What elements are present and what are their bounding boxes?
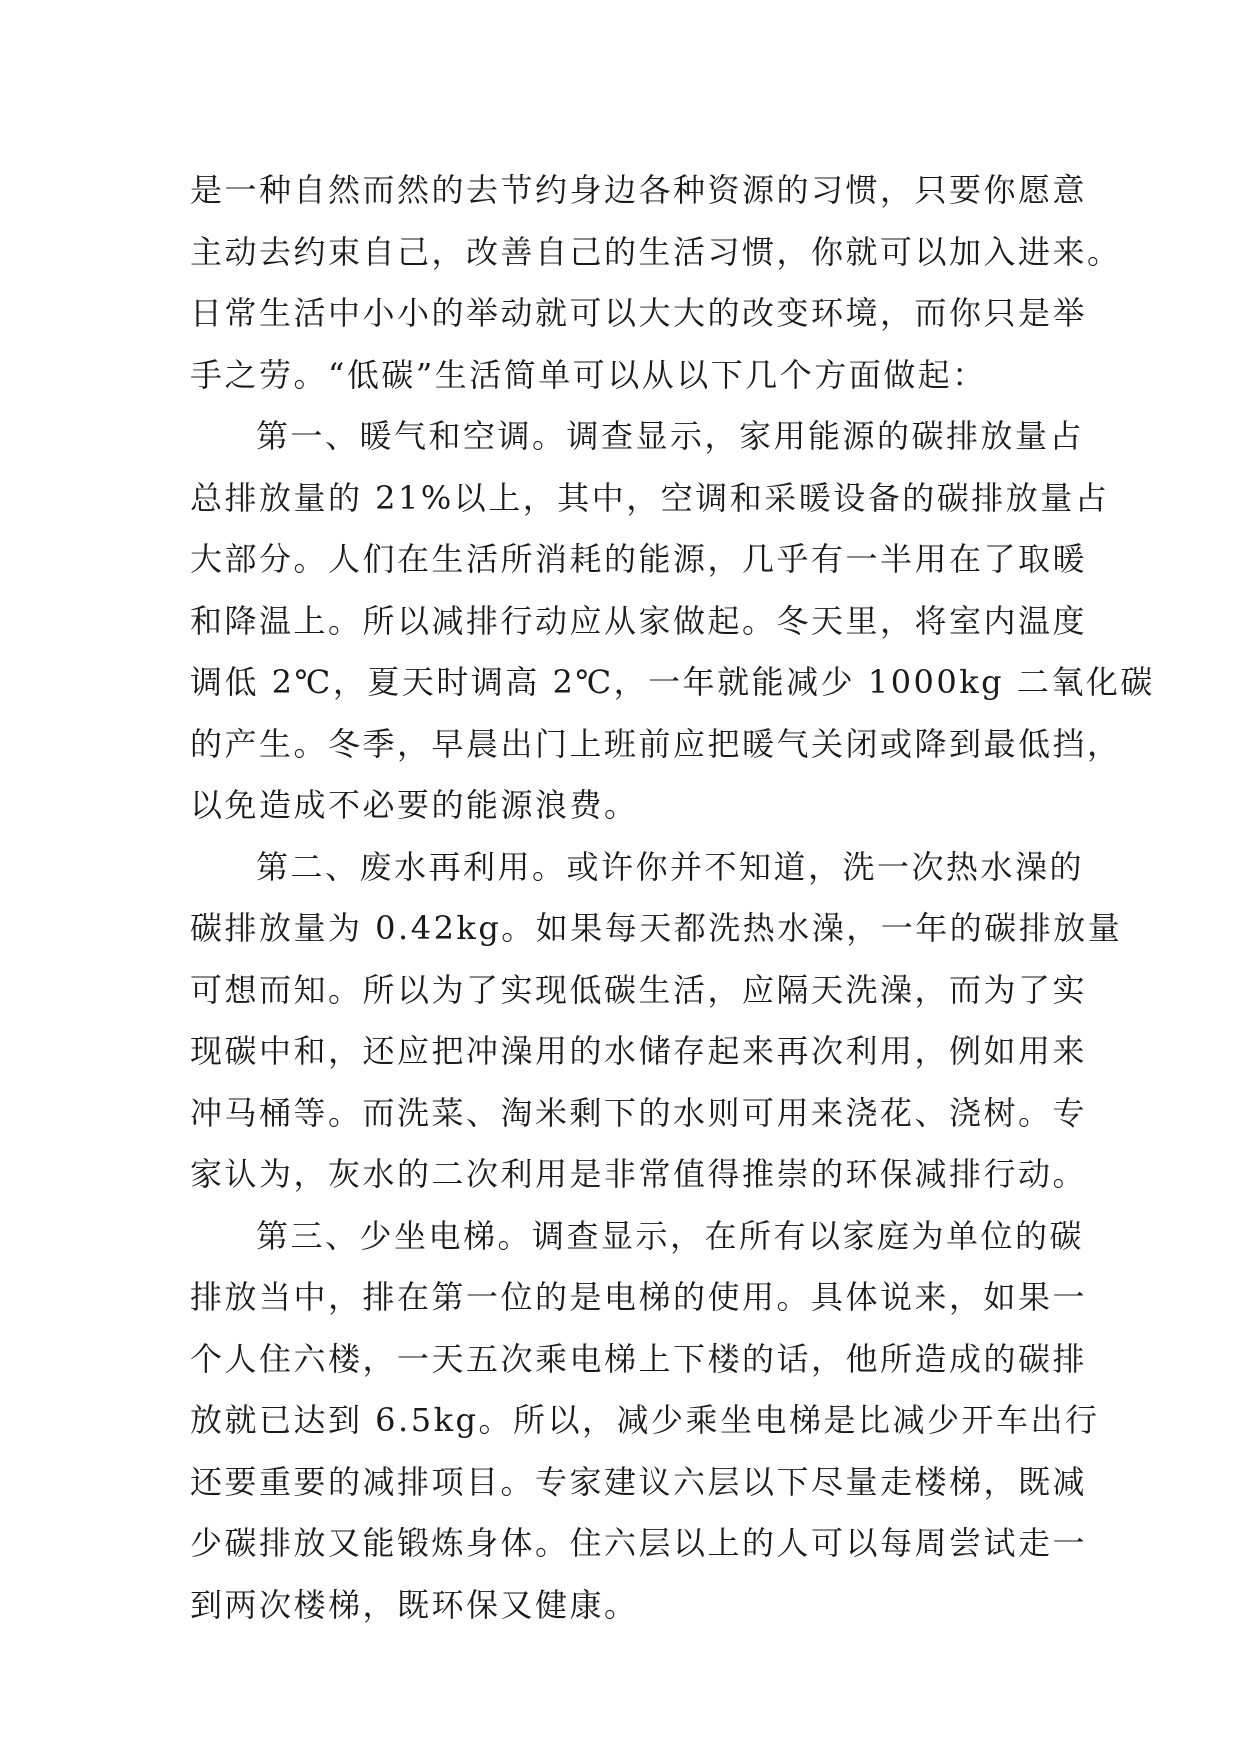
paragraph-start-line: 第三、少坐电梯。调查显示，在所有以家庭为单位的碳: [256, 1216, 1085, 1255]
text-line: 调低 2℃，夏天时调高 2℃，一年就能减少 1000kg 二氧化碳: [190, 663, 1155, 701]
body-text: [190, 160, 1155, 1636]
text-line: 是一种自然而然的去节约身边各种资源的习惯，只要你愿意: [190, 171, 1088, 209]
text-line: 和降温上。所以减排行动应从家做起。冬天里，将室内温度: [190, 601, 1088, 640]
text-line: 个人住六楼，一天五次乘电梯上下楼的话，他所造成的碳排: [190, 1339, 1088, 1378]
text-line: 总排放量的 21%以上，其中，空调和采暖设备的碳排放量占: [190, 478, 1110, 517]
text-line: 大部分。人们在生活所消耗的能源，几乎有一半用在了取暖: [190, 540, 1088, 578]
text-line: 家认为，灰水的二次利用是非常值得推崇的环保减排行动。: [190, 1155, 1088, 1193]
text-line: 碳排放量为 0.42kg。如果每天都洗热水澡，一年的碳排放量: [190, 909, 1123, 947]
text-line: 排放当中，排在第一位的是电梯的使用。具体说来，如果一: [190, 1278, 1088, 1316]
text-line: 可想而知。所以为了实现低碳生活，应隔天洗澡，而为了实: [190, 970, 1088, 1009]
text-line: 的产生。冬季，早晨出门上班前应把暖气关闭或降到最低挡，: [190, 724, 1122, 763]
paragraph-start-line: 第一、暖气和空调。调查显示，家用能源的碳排放量占: [256, 417, 1085, 455]
paragraph-start-line: 第二、废水再利用。或许你并不知道，洗一次热水澡的: [256, 847, 1085, 886]
text-line: 以免造成不必要的能源浪费。: [190, 786, 639, 824]
text-line: 手之劳。“低碳”生活简单可以从以下几个方面做起：: [190, 355, 987, 394]
text-line: 放就已达到 6.5kg。所以，减少乘坐电梯是比减少开车出行: [190, 1401, 1100, 1439]
text-line: 冲马桶等。而洗菜、淘米剩下的水则可用来浇花、浇树。专: [190, 1093, 1088, 1132]
text-line: 少碳排放又能锻炼身体。住六层以上的人可以每周尝试走一: [190, 1524, 1088, 1562]
text-line: 还要重要的减排项目。专家建议六层以下尽量走楼梯，既减: [190, 1462, 1088, 1501]
text-line: 日常生活中小小的举动就可以大大的改变环境，而你只是举: [190, 294, 1088, 332]
text-line: 主动去约束自己，改善自己的生活习惯，你就可以加入进来。: [190, 232, 1122, 271]
text-line: 到两次楼梯，既环保又健康。: [190, 1585, 639, 1624]
text-line: 现碳中和，还应把冲澡用的水储存起来再次利用，例如用来: [190, 1032, 1088, 1070]
